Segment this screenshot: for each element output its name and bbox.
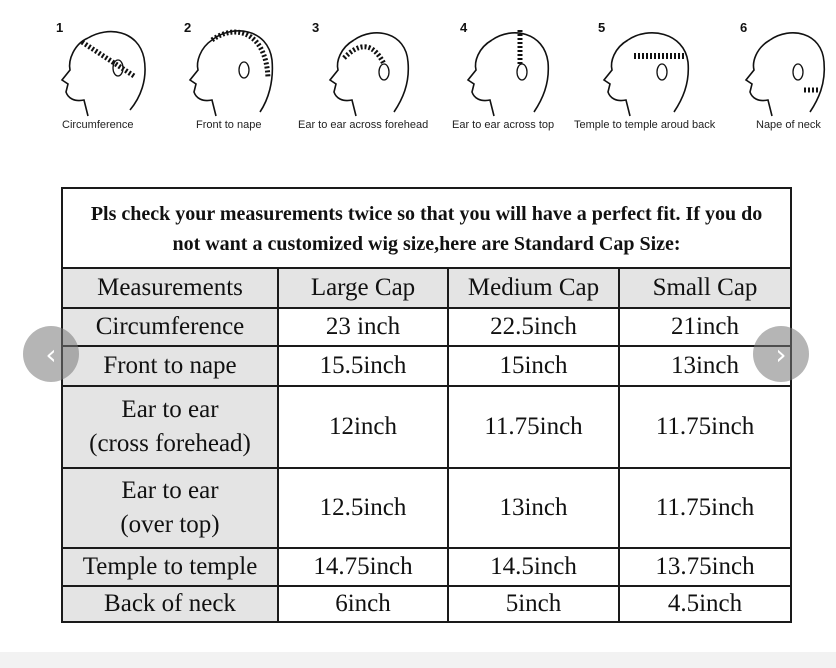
header-measurements: Measurements [62, 268, 278, 308]
note-row [62, 188, 791, 268]
row-label: Front to nape [62, 346, 278, 386]
figure-temple-to-temple [572, 0, 728, 150]
small-cap-value: 4.5inch [619, 586, 791, 622]
figure-number: 5 [598, 20, 606, 35]
small-cap-value: 13inch [619, 346, 791, 386]
table-row [62, 346, 791, 386]
large-cap-value: 14.75inch [278, 548, 448, 586]
figure-front-to-nape [180, 0, 290, 150]
small-cap-value: 11.75inch [619, 468, 791, 548]
head-nape-of-neck-icon [734, 18, 834, 118]
table-row [62, 308, 791, 346]
header-small-cap: Small Cap [619, 268, 791, 308]
head-ear-to-ear-forehead-icon [298, 18, 438, 118]
carousel-next-button[interactable] [753, 326, 809, 382]
large-cap-value: 6inch [278, 586, 448, 622]
small-cap-value: 13.75inch [619, 548, 791, 586]
figure-number: 4 [460, 20, 468, 35]
table-row [62, 468, 791, 548]
row-label: Back of neck [62, 586, 278, 622]
figure-caption: Temple to temple aroud back [574, 119, 716, 131]
table-row [62, 548, 791, 586]
carousel-prev-button[interactable] [23, 326, 79, 382]
figure-number: 1 [56, 20, 64, 35]
large-cap-value: 12inch [278, 386, 448, 468]
large-cap-value: 23 inch [278, 308, 448, 346]
medium-cap-value: 11.75inch [448, 386, 619, 468]
row-label: Ear to ear (cross forehead) [62, 386, 278, 468]
figure-caption: Front to nape [196, 119, 262, 131]
chevron-right-icon: › [775, 337, 787, 371]
head-front-to-nape-icon [180, 18, 290, 118]
figure-circumference [48, 0, 158, 150]
table-row [62, 386, 791, 468]
figure-ear-to-ear-top [452, 0, 564, 150]
header-row [62, 268, 791, 308]
figure-number: 6 [740, 20, 748, 35]
chevron-left-icon: ‹ [45, 337, 57, 371]
row-label: Ear to ear (over top) [62, 468, 278, 548]
figure-number: 3 [312, 20, 320, 35]
figure-caption: Nape of neck [756, 119, 821, 131]
head-circumference-icon [48, 18, 158, 118]
figure-nape-of-neck [734, 0, 834, 150]
small-cap-value: 11.75inch [619, 386, 791, 468]
figure-caption: Ear to ear across forehead [298, 119, 429, 131]
table-row [62, 586, 791, 622]
cap-size-table [61, 187, 792, 623]
figure-caption: Ear to ear across top [452, 119, 555, 131]
medium-cap-value: 15inch [448, 346, 619, 386]
header-medium-cap: Medium Cap [448, 268, 619, 308]
figure-ear-to-ear-forehead [298, 0, 438, 150]
medium-cap-value: 13inch [448, 468, 619, 548]
head-temple-to-temple-icon [572, 18, 728, 118]
large-cap-value: 15.5inch [278, 346, 448, 386]
row-label: Temple to temple [62, 548, 278, 586]
large-cap-value: 12.5inch [278, 468, 448, 548]
figure-number: 2 [184, 20, 192, 35]
measurement-note: Pls check your measurements twice so that you will have a perfect fit. If you do not want a customized wig size,here are Standard Cap Size: [62, 188, 791, 268]
small-cap-value: 21inch [619, 308, 791, 346]
medium-cap-value: 14.5inch [448, 548, 619, 586]
header-large-cap: Large Cap [278, 268, 448, 308]
row-label: Circumference [62, 308, 278, 346]
figure-caption: Circumference [62, 119, 134, 131]
medium-cap-value: 5inch [448, 586, 619, 622]
head-ear-to-ear-top-icon [452, 18, 564, 118]
medium-cap-value: 22.5inch [448, 308, 619, 346]
measurement-figures [0, 0, 836, 150]
